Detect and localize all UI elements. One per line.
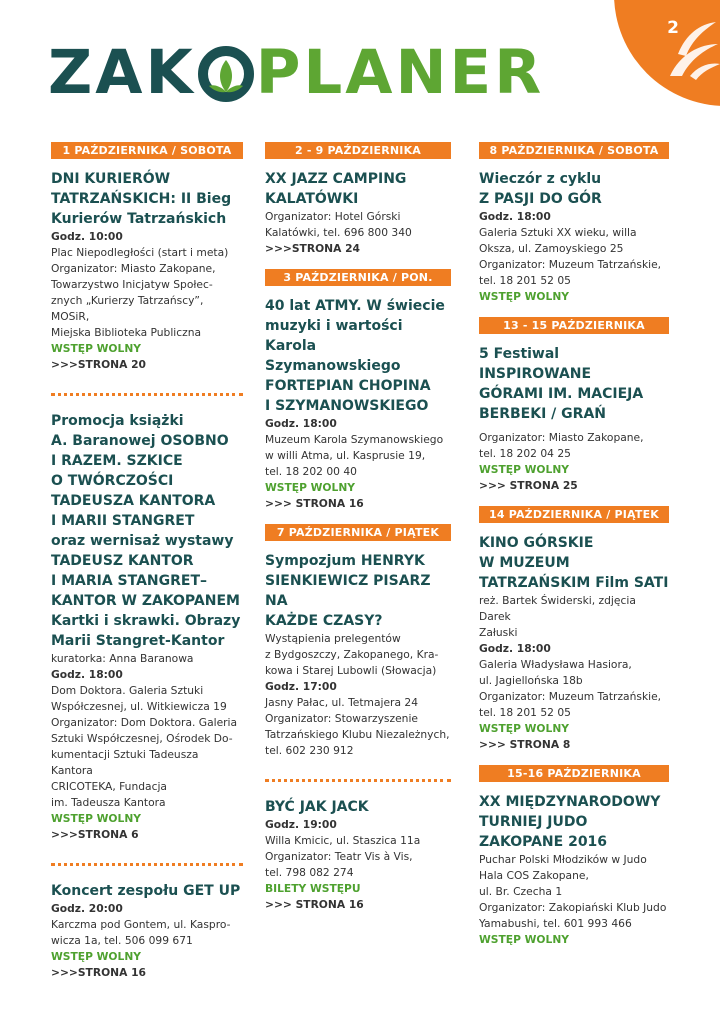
event-title bbox=[479, 169, 669, 209]
zakoplaner-logo bbox=[48, 37, 545, 112]
event-detail: w willi Atma, ul. Kasprusie 19, bbox=[265, 449, 426, 462]
spacer bbox=[265, 512, 451, 524]
event-time: Godz. 10:00 bbox=[51, 230, 123, 243]
event-time: Godz. 18:00 bbox=[479, 210, 551, 223]
event-detail: Dom Doktora. Galeria Sztuki bbox=[51, 684, 204, 697]
page-reference-link[interactable]: >>>STRONA 6 bbox=[51, 828, 139, 841]
spacer bbox=[479, 753, 669, 765]
entry-badge: WSTĘP WOLNY bbox=[479, 933, 569, 946]
title-line: XX JAZZ CAMPING bbox=[265, 171, 407, 187]
event-detail: Tatrzańskiego Klubu Niezależnych, bbox=[265, 728, 450, 741]
event-time: Godz. 18:00 bbox=[265, 417, 337, 430]
event-detail: Yamabushi, tel. 601 993 466 bbox=[479, 917, 632, 930]
logo-leaf-o-icon bbox=[197, 40, 255, 106]
title-line: DNI KURIERÓW bbox=[51, 171, 171, 187]
event-detail: tel. 18 201 52 05 bbox=[479, 274, 571, 287]
title-line: 40 lat ATMY. W świecie bbox=[265, 298, 445, 314]
title-line: Sympozjum HENRYK bbox=[265, 553, 425, 569]
event-detail: Organizator: Teatr Vis à Vis, bbox=[265, 850, 413, 863]
event-detail: im. Tadeusza Kantora bbox=[51, 796, 166, 809]
event-title bbox=[51, 169, 243, 229]
event-detail: Współczesnej, ul. Witkiewicza 19 bbox=[51, 700, 227, 713]
event-detail: ul. Jagiellońska 18b bbox=[479, 674, 583, 687]
spacer bbox=[479, 494, 669, 506]
entry-badge: WSTĘP WOLNY bbox=[51, 342, 141, 355]
event-title bbox=[51, 411, 243, 651]
title-line: TATRZAŃSKIM Film SATI bbox=[479, 575, 669, 591]
logo-text-planer: PLANER bbox=[255, 37, 545, 108]
events-column-3 bbox=[479, 142, 669, 948]
title-line: I MARIA STANGRET– bbox=[51, 573, 208, 589]
page-reference-link[interactable]: >>> STRONA 16 bbox=[265, 898, 364, 911]
title-line: W MUZEUM bbox=[479, 555, 570, 571]
event-detail: Organizator: Miasto Zakopane, bbox=[51, 262, 216, 275]
title-line: Promocja książki bbox=[51, 413, 184, 429]
event-detail: Organizator: Miasto Zakopane, bbox=[479, 431, 644, 444]
title-line: TADEUSZ KANTOR bbox=[51, 553, 194, 569]
event-detail: Puchar Polski Młodzików w Judo bbox=[479, 853, 647, 866]
date-header: 8 PAŹDZIERNIKA / SOBOTA bbox=[479, 142, 669, 159]
page-reference-link[interactable]: >>> STRONA 16 bbox=[265, 497, 364, 510]
title-line: Kurierów Tatrzańskich bbox=[51, 211, 227, 227]
event-title bbox=[265, 169, 451, 209]
event-detail: Jasny Pałac, ul. Tetmajera 24 bbox=[265, 696, 418, 709]
entry-badge: WSTĘP WOLNY bbox=[51, 950, 141, 963]
title-line: muzyki i wartości bbox=[265, 318, 403, 334]
event-detail: Organizator: Zakopiański Klub Judo bbox=[479, 901, 667, 914]
events-column-1 bbox=[51, 142, 243, 981]
title-line: Wieczór z cyklu bbox=[479, 171, 602, 187]
event-detail: Galeria Sztuki XX wieku, willa bbox=[479, 226, 637, 239]
title-line: FORTEPIAN CHOPINA bbox=[265, 378, 431, 394]
date-header: 7 PAŹDZIERNIKA / PIĄTEK bbox=[265, 524, 451, 541]
event-time: Godz. 20:00 bbox=[51, 902, 123, 915]
dotted-divider bbox=[265, 779, 451, 782]
event-credits: reż. Bartek Świderski, zdjęcia Darek bbox=[479, 594, 636, 623]
event-title bbox=[265, 551, 451, 631]
event-detail: ul. Br. Czecha 1 bbox=[479, 885, 563, 898]
event-title bbox=[51, 881, 243, 901]
event-detail: Muzeum Karola Szymanowskiego bbox=[265, 433, 444, 446]
event-title bbox=[479, 792, 669, 852]
event-detail: Towarzystwo Inicjatyw Społec- bbox=[51, 278, 213, 291]
page-reference-link[interactable]: >>> STRONA 8 bbox=[479, 738, 571, 751]
event-detail: Organizator: Dom Doktora. Galeria bbox=[51, 716, 238, 729]
event-credits: Załuski bbox=[479, 626, 518, 639]
event-detail: Galeria Władysława Hasiora, bbox=[479, 658, 632, 671]
event-intro: z Bydgoszczy, Zakopanego, Kra- bbox=[265, 648, 439, 661]
event-detail: kumentacji Sztuki Tadeusza Kantora bbox=[51, 748, 199, 777]
title-line: GÓRAMI IM. MACIEJA bbox=[479, 386, 644, 402]
title-line: TURNIEJ JUDO bbox=[479, 814, 588, 830]
event-detail: Oksza, ul. Zamoyskiego 25 bbox=[479, 242, 624, 255]
page-reference-link[interactable]: >>> STRONA 25 bbox=[479, 479, 578, 492]
event-title bbox=[479, 344, 669, 424]
page-reference-link[interactable]: >>>STRONA 16 bbox=[51, 966, 146, 979]
spacer bbox=[479, 305, 669, 317]
entry-badge: WSTĘP WOLNY bbox=[479, 290, 569, 303]
title-line: A. Baranowej OSOBNO bbox=[51, 433, 229, 449]
title-line: I SZYMANOWSKIEGO bbox=[265, 398, 429, 414]
dotted-divider bbox=[51, 393, 243, 396]
event-detail: Organizator: Hotel Górski bbox=[265, 210, 401, 223]
event-time: Godz. 17:00 bbox=[265, 680, 337, 693]
event-time: Godz. 19:00 bbox=[265, 818, 337, 831]
date-header: 13 - 15 PAŹDZIERNIKA bbox=[479, 317, 669, 334]
events-column-2 bbox=[265, 142, 451, 913]
event-title bbox=[479, 533, 669, 593]
entry-badge: WSTĘP WOLNY bbox=[265, 481, 355, 494]
page-reference-link[interactable]: >>>STRONA 20 bbox=[51, 358, 146, 371]
title-line: 5 Festiwal INSPIROWANE bbox=[479, 346, 592, 382]
date-header: 15-16 PAŹDZIERNIKA bbox=[479, 765, 669, 782]
event-detail: wicza 1a, tel. 506 099 671 bbox=[51, 934, 193, 947]
title-line: Karola Szymanowskiego bbox=[265, 338, 401, 374]
event-detail: Karczma pod Gontem, ul. Kaspro- bbox=[51, 918, 231, 931]
title-line: KINO GÓRSKIE bbox=[479, 535, 594, 551]
event-detail: znych „Kurierzy Tatrzańscy”, MOSiR, bbox=[51, 294, 204, 323]
event-detail: CRICOTEKA, Fundacja bbox=[51, 780, 167, 793]
event-detail: Sztuki Współczesnej, Ośrodek Do- bbox=[51, 732, 233, 745]
event-time: Godz. 18:00 bbox=[479, 642, 551, 655]
event-detail: tel. 602 230 912 bbox=[265, 744, 354, 757]
event-detail: Organizator: Muzeum Tatrzańskie, bbox=[479, 258, 662, 271]
title-line: BERBEKI / GRAŃ bbox=[479, 406, 606, 422]
entry-badge: WSTĘP WOLNY bbox=[479, 722, 569, 735]
title-line: SIENKIEWICZ PISARZ NA bbox=[265, 573, 431, 609]
logo-text-zak: ZAK bbox=[48, 37, 196, 108]
title-line: KALATÓWKI bbox=[265, 191, 359, 207]
page-reference-link[interactable]: >>>STRONA 24 bbox=[265, 242, 360, 255]
title-line: I RAZEM. SZKICE bbox=[51, 453, 183, 469]
event-detail: Kalatówki, tel. 696 800 340 bbox=[265, 226, 412, 239]
entry-badge: BILETY WSTĘPU bbox=[265, 882, 361, 895]
event-detail: tel. 798 082 274 bbox=[265, 866, 354, 879]
title-line: TATRZAŃSKICH: II Bieg bbox=[51, 191, 232, 207]
title-line: O TWÓRCZOŚCI bbox=[51, 473, 174, 489]
spacer bbox=[265, 257, 451, 269]
title-line: XX MIĘDZYNARODOWY bbox=[479, 794, 661, 810]
page-number: 2 bbox=[667, 18, 679, 38]
event-time: Godz. 18:00 bbox=[51, 668, 123, 681]
title-line: oraz wernisaż wystawy bbox=[51, 533, 234, 549]
title-line: TADEUSZA KANTORA bbox=[51, 493, 216, 509]
event-intro: kowa i Starej Lubowli (Słowacja) bbox=[265, 664, 437, 677]
date-header: 1 PAŹDZIERNIKA / SOBOTA bbox=[51, 142, 243, 159]
title-line: KAŻDE CZASY? bbox=[265, 613, 383, 629]
date-header: 2 - 9 PAŹDZIERNIKA bbox=[265, 142, 451, 159]
event-intro: Wystąpienia prelegentów bbox=[265, 632, 401, 645]
dotted-divider bbox=[51, 863, 243, 866]
event-detail: Willa Kmicic, ul. Staszica 11a bbox=[265, 834, 421, 847]
entry-badge: WSTĘP WOLNY bbox=[51, 812, 141, 825]
event-detail: Organizator: Muzeum Tatrzańskie, bbox=[479, 690, 662, 703]
date-header: 14 PAŹDZIERNIKA / PIĄTEK bbox=[479, 506, 669, 523]
event-detail: tel. 18 202 04 25 bbox=[479, 447, 571, 460]
event-title bbox=[265, 296, 451, 416]
event-detail: tel. 18 201 52 05 bbox=[479, 706, 571, 719]
event-detail: Plac Niepodległości (start i meta) bbox=[51, 246, 229, 259]
event-detail: Hala COS Zakopane, bbox=[479, 869, 589, 882]
title-line: KANTOR W ZAKOPANEM bbox=[51, 593, 240, 609]
title-line: Z PASJI DO GÓR bbox=[479, 191, 602, 207]
event-detail: Organizator: Stowarzyszenie bbox=[265, 712, 418, 725]
title-line: ZAKOPANE 2016 bbox=[479, 834, 608, 850]
event-detail: tel. 18 202 00 40 bbox=[265, 465, 357, 478]
entry-badge: WSTĘP WOLNY bbox=[479, 463, 569, 476]
title-line: I MARII STANGRET bbox=[51, 513, 195, 529]
page-corner-badge bbox=[614, 0, 720, 106]
title-line: Kartki i skrawki. Obrazy bbox=[51, 613, 241, 629]
date-header: 3 PAŹDZIERNIKA / PON. bbox=[265, 269, 451, 286]
title-line: Koncert zespołu GET UP bbox=[51, 883, 241, 899]
event-detail: Miejska Biblioteka Publiczna bbox=[51, 326, 202, 339]
event-curator: kuratorka: Anna Baranowa bbox=[51, 652, 194, 665]
event-title bbox=[265, 797, 451, 817]
title-line: Marii Stangret-Kantor bbox=[51, 633, 225, 649]
title-line: BYĆ JAK JACK bbox=[265, 799, 369, 815]
